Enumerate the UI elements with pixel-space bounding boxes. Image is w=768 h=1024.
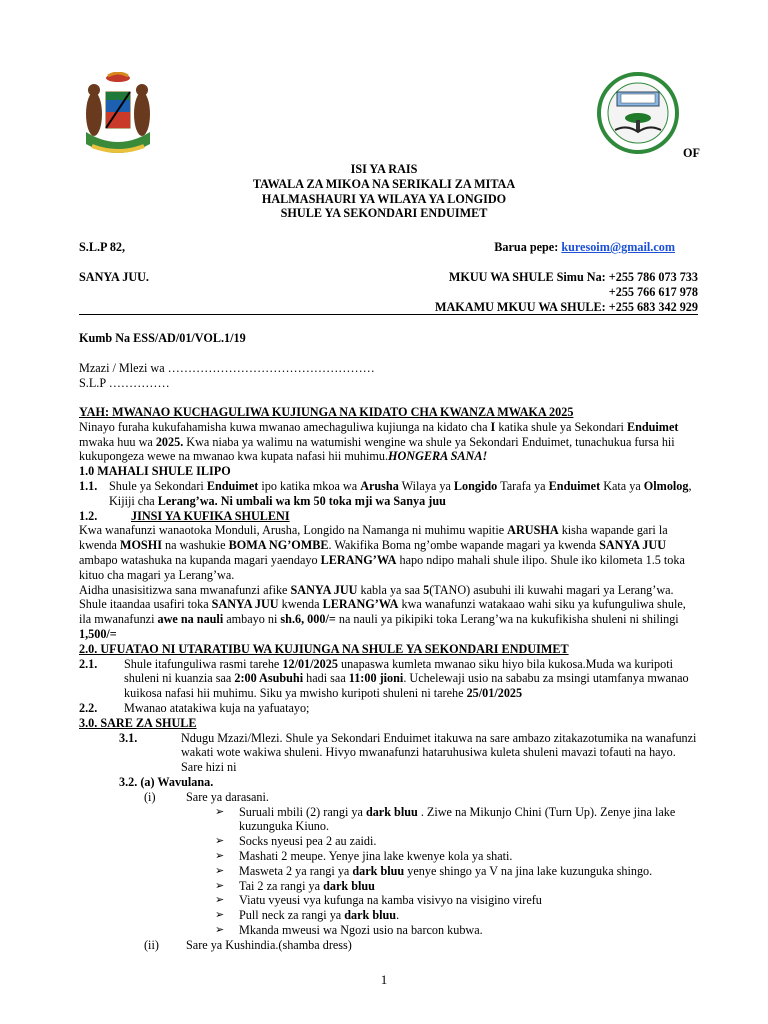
section-2-2-number: 2.2. [79,700,98,715]
uniform-item: ➢ Mkanda mweusi wa Ngozi usio na barcon kubwa. [239,923,699,938]
uniform-ii-number: (ii) [144,937,159,952]
header-rule [79,314,698,315]
addressee [79,361,375,391]
section-1-1: 1.1. Shule ya Sekondari Enduimet ipo katika mkoa wa Arusha Wilaya ya Longido Tarafa ya Enduimet Kata ya Olmolog, Kijiji cha Lerang’wa. Ni umbali wa km 50 toka mji wa Sanya juu [79,478,692,508]
section-2-1: 2.1. Shule itafunguliwa rasmi tarehe 12/01/2025 unapaswa kumleta mwanao siku hiyo bila kukosa.Muda wa kuripoti shuleni ni kuanzia saa 2:00 Asubuhi hadi saa 11:00 jioni. Uchelewaji usio na sababu za msingi utamfanya mwanao kuikosa nafasi hii muhimu. Siku ya mwisho kuripoti shuleni ni tarehe 25/01/2025 [79,656,689,701]
email-line [400,240,675,255]
po-box: S.L.P 82, [79,240,126,254]
section-3-2 [119,775,699,790]
uniform-i [144,790,699,805]
section-1-heading: 1.0 MAHALI SHULE ILIPO [79,464,231,479]
reference-number: Kumb Na ESS/AD/01/VOL.1/19 [79,331,246,345]
header-line-4: SHULE YA SEKONDARI ENDUIMET [280,206,488,221]
uniform-item: ➢ Suruali mbili (2) rangi ya dark bluu . Ziwe na Mikunjo Chini (Turn Up). Zenye jina lake kuzunguka Kiuno. [239,805,699,835]
arrival-paragraph: Aidha unasisitizwa sana mwanafunzi afike SANYA JUU kabla ya saa 5(TANO) asubuhi ili kuwahi magari ya Lerang’wa. Shule itaandaa usafiri toka SANYA JUU kwenda LERANG’WA kwa wanafunzi watakaao wahi siku ya kufunguliwa shule, ila mwanafunzi awe na nauli ambayo ni sh.6, 000/= na nauli ya pikipiki toka Lerang’wa na kukufikisha shuleni ni shilingi 1,500/= [79,582,686,641]
header-line-3: HALMASHAURI YA WILAYA YA LONGIDO [261,191,507,206]
section-2-heading: 2.0. UFUATAO NI UTARATIBU WA KUJIUNGA NA SHULE YA SEKONDARI ENDUIMET [79,641,569,656]
of-label: OF [683,146,700,160]
header-line-2: TAWALA ZA MIKOA NA SERIKALI ZA MITAA [252,176,516,191]
addressee-line-2: S.L.P …………… [79,375,170,390]
section-1-2-heading [79,509,699,524]
section-3-heading: 3.0. SARE ZA SHULE [79,715,197,730]
email-label: Barua pepe: [494,240,559,254]
coat-of-arms-logo [78,72,158,158]
uniform-item: ➢ Mashati 2 meupe. Yenye jina lake kwenye kola ya shati. [239,849,699,864]
section-2-2 [79,701,699,716]
section-1-1-number: 1.1. [79,478,98,493]
email-link[interactable]: kuresoim@gmail.com [561,240,675,254]
deputy-phone: MAKAMU MKUU WA SHULE: +255 683 342 929 [435,300,698,314]
subject-line: YAH: MWANAO KUCHAGULIWA KUJIUNGA NA KIDATO CHA KWANZA MWAKA 2025 [79,405,574,419]
directions-paragraph: Kwa wanafunzi wanaotoka Monduli, Arusha, Longido na Namanga ni muhimu wapitie ARUSHA kisha wapande gari la kwenda MOSHI na washukie BOMA NG’OMBE. Wakifika Boma ng’ombe wapande magari ya kwenda SANYA JUU ambapo watashuka na kupanda magari yaendayo LERANG’WA hapo ndipo mahali shule ilipo. Shule iko kilometa 1.5 toka kituo cha magari ya Lerang’wa. [79,523,685,582]
uniform-item: ➢ Pull neck za rangi ya dark bluu. [239,908,699,923]
page-number: 1 [380,972,388,987]
uniform-ii-text: Sare ya Kushindia.(shamba dress) [186,937,352,952]
section-1-2-title: JINSI YA KUFIKA SHULENI [131,508,290,523]
letter-body [79,405,699,952]
head-phone-2: +255 766 617 978 [608,285,698,299]
uniform-i-text: Sare ya darasani. [186,789,269,804]
town: SANYA JUU. [79,270,149,284]
uniform-item: ➢ Tai 2 za rangi ya dark bluu [239,879,699,894]
addressee-line-1: Mzazi / Mlezi wa …………………………………………… [79,361,375,375]
header-line-1: ISI YA RAIS [350,162,418,176]
school-logo [597,72,679,154]
uniform-i-number: (i) [144,789,156,804]
intro-paragraph: Ninayo furaha kukufahamisha kuwa mwanao amechaguliwa kujiunga na kidato cha I katika shule ya Sekondari Enduimet mwaka huu wa 2025. Kwa niaba ya walimu na watumishi wengine wa shule ya Sekondari Enduimet, tunachukua fursa hii kukupongeza wewe na mwanao kwa kupata nafasi hii muhimu.HONGERA SANA! [79,419,679,464]
section-3-2-number: 3.2. [119,774,138,789]
section-3-1-number: 3.1. [119,730,138,745]
uniform-item: ➢ Masweta 2 ya rangi ya dark bluu yenye shingo ya V na jina lake kuzunguka shingo. [239,864,699,879]
uniform-item: ➢ Viatu vyeusi vya kufunga na kamba visivyo na visigino virefu [239,893,699,908]
uniform-ii [144,938,699,953]
uniform-item: ➢ Socks nyeusi pea 2 au zaidi. [239,834,699,849]
section-1-2-number: 1.2. [79,508,98,523]
uniform-list [239,805,699,938]
section-2-1-number: 2.1. [79,656,98,671]
header-block [0,162,768,221]
section-2-2-text: Mwanao atatakiwa kuja na yafuatayo; [124,700,310,715]
boys-label: (a) Wavulana. [140,774,214,789]
section-3-1: 3.1. Ndugu Mzazi/Mlezi. Shule ya Sekondari Enduimet itakuwa na sare ambazo zitakazotumika na wanafunzi wakati wote wakiwa shuleni. Hivyo mwanafunzi hataruhusiwa kuleta shuleni mavazi tofauti na hayo. Sare hizi ni [119,730,697,775]
head-phone-line: MKUU WA SHULE Simu Na: +255 786 073 733 [448,270,698,284]
